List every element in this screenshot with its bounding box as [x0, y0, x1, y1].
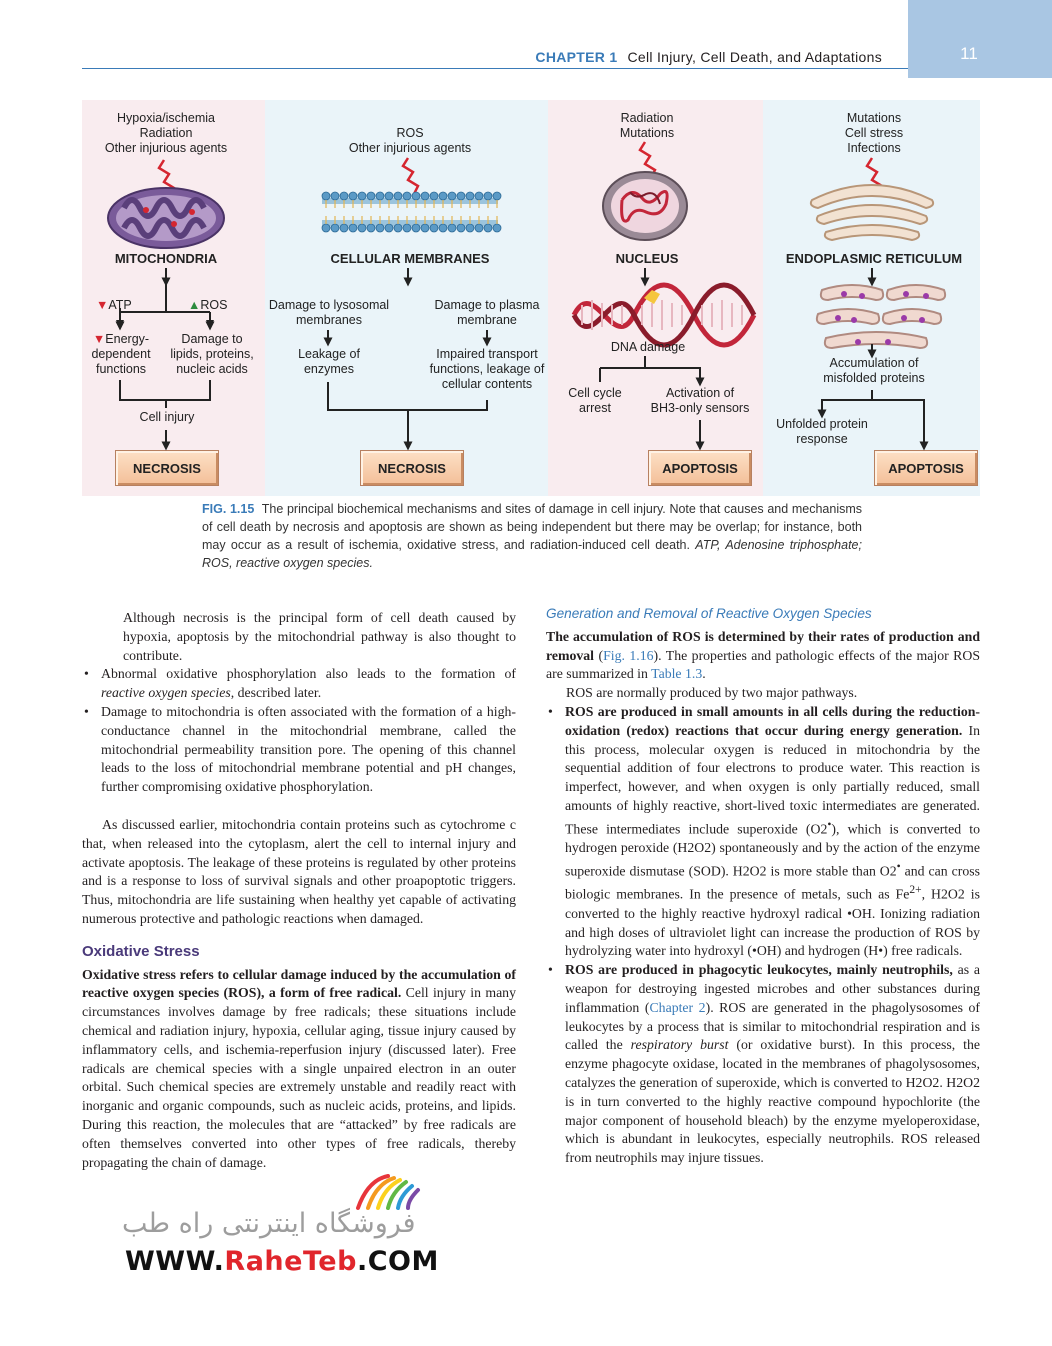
damage-text: Damage to — [181, 332, 243, 346]
chapter-label: CHAPTER 1 — [535, 49, 618, 65]
page-number: 11 — [960, 44, 978, 63]
text: ). ROS are generated in the phagolysosomes of leukocytes by a process that is similar to mitochondrial respiration and is called the — [565, 999, 980, 1053]
cause-label: Radiation — [620, 111, 674, 125]
paragraph: As discussed earlier, mitochondria contain proteins such as cytochrome c that, when released into the cytoplasm, alert the cell to internal injury and activate apoptosis. The leakage of these proteins is regulated by other proteins and is a response to loss of survival signals and other proapoptotic triggers. Thus, mitochondria are life sustaining when healthy yet capable of activating numerous protective and pathologic reactions when damaged. — [82, 816, 516, 926]
chapter-title: Cell Injury, Cell Death, and Adaptations — [627, 49, 882, 65]
right-column — [546, 605, 980, 1168]
down-arrow-icon: ▼ — [92, 332, 106, 346]
site-nucleus: NUCLEUS — [615, 251, 679, 266]
site-endoplasmic-reticulum: ENDOPLASMIC RETICULUM — [785, 251, 963, 266]
cause-label: Mutations — [619, 126, 675, 140]
energy-text: dependent — [91, 347, 151, 361]
transport-text: Impaired transport — [436, 347, 538, 361]
transport-text: functions, leakage of — [429, 362, 545, 376]
site-mitochondria: MITOCHONDRIA — [114, 251, 218, 266]
text: Cell injury in many circumstances involves damage by free radicals; these situations include chemical and radiation injury, hypoxia, cellular aging, tissue injury caused by inflammatory cells, and ischemia-reperfusion injury (discussed later). Free radicals are chemical species with a single unpaired electron in an outer orbital. Such chemical species are extremely unstable and readily react with inorganic and organic compounds, such as nucleic acids, proteins, and lipids. During this reaction, the molecules that are “attacked” by free radicals are often themselves converted into other types of free radicals, thereby propagating the chain of damage. — [82, 985, 516, 1170]
text: is more stable than O — [766, 863, 890, 879]
plasma-text: Damage to plasma — [434, 298, 540, 312]
left-column — [82, 609, 516, 1172]
dna-damage-label: DNA damage — [610, 340, 686, 354]
url-part: Teb — [302, 1246, 357, 1277]
section-heading: Oxidative Stress — [82, 942, 200, 960]
subsection-heading: Generation and Removal of Reactive Oxygen Species — [546, 606, 872, 621]
figure-label: FIG. 1.15 — [202, 502, 255, 516]
text: is converted to the highly reactive hydroxyl radical •OH. Ionizing radiation and high doses of ultraviolet light can increase the production of ROS by hydrolyzing water into hydroxyl (•OH) and hydrogen (H•) free radicals. — [565, 886, 980, 959]
watermark-persian: فروشگاه اینترنتی راه طب — [122, 1208, 416, 1239]
chapter-link[interactable]: Chapter 2 — [649, 999, 706, 1015]
text: as a weapon for destroying ingested microbes and other substances during inflammation ( — [565, 962, 981, 1015]
cause-label: Other injurious agents — [104, 141, 228, 155]
watermark-url — [125, 1246, 439, 1277]
paragraph: The accumulation of ROS is determined by their rates of production and removal (Fig. 1.16). The properties and pathologic effects of the major ROS are summarized in Table 1.3. — [546, 628, 981, 682]
text: is in turn converted to the highly reactive compound hypochlorite (the major component of household bleach) by the enzyme myeloperoxidase, which is abundant in leukocytes, especially neutrophils. ROS released from neutrophils may injure tissues. — [565, 1093, 980, 1166]
site-cellular-membranes: CELLULAR MEMBRANES — [330, 251, 490, 266]
outcome-apoptosis-2: APOPTOSIS — [874, 450, 978, 486]
emphasis: reactive oxygen species — [101, 685, 231, 701]
bullet-item: • ROS are produced in small amounts in all cells during the reduction-oxidation (redox) reactions that occur during energy generation. In this process, molecular oxygen is reduced in mitochondria by the sequential addition of four electrons to produce water. This reaction is imperfect, however, and when oxygen is only partially reduced, small amounts of highly reactive, short-lived toxic intermediates are generated. These intermediates include superoxide (O2•), which is converted to hydrogen peroxide (H2O2) spontaneously and by the action of the enzyme superoxide dismutase (SOD). H2O2 is more stable than O2• and can cross biologic membranes. In the presence of metals, such as $Fe^{2+}$, H2O2 is converted to the highly reactive hydroxyl radical •OH. Ionizing radiation and high doses of ultraviolet light can increase the production of ROS by hydrolyzing water into hydroxyl (•OH) and hydrogen (H•) free radicals. — [546, 703, 980, 961]
bullet-item: • ROS are produced in phagocytic leukocytes, mainly neutrophils, as a weapon for destroying ingested microbes and other substances during inflammation (Chapter 2). ROS are generated in the phagolysosomes of leukocytes by a process that is similar to mitochondrial respiration and is called the respiratory burst (or oxidative burst). In this process, the enzyme phagocyte oxidase, located in the membranes of phagolysosomes, catalyzes the generation of superoxide, which is converted to H2O2. H2O2 is in turn converted to the highly reactive compound hypochlorite (the major component of household bleach) by the enzyme myeloperoxidase, which is abundant in leukocytes, especially neutrophils. ROS released from neutrophils may injure tissues. — [546, 961, 980, 1168]
bold-text: ROS are produced in small amounts in all cells during the reduction-oxidation (redox) reactions that occur during energy generation. — [565, 703, 980, 738]
upr-text: response — [796, 432, 848, 446]
text: In this process, molecular oxygen is reduced in mitochondria by the sequential addition of four electrons to produce water. This reaction is imperfect, however, and when oxygen is only partially reduced, small amounts of highly reactive, short-lived toxic intermediates are generated. These intermediates include superoxide (O — [565, 722, 980, 837]
cause-label: Other injurious agents — [348, 141, 472, 155]
cause-label: Cell stress — [844, 126, 904, 140]
bold-text: The accumulation of ROS is determined by their rates of production and removal — [546, 628, 980, 663]
bh3-text: BH3-only sensors — [650, 401, 750, 415]
accum-text: misfolded proteins — [823, 371, 925, 385]
text: ) spontaneously and by the action of the enzyme superoxide dismutase (SOD). H — [565, 840, 980, 879]
lyso-text: Damage to lysosomal — [268, 298, 390, 312]
leak-text: Leakage of — [298, 347, 360, 361]
bullet-item: • Damage to mitochondria is often associated with the formation of a high-conductance channel in the mitochondrial membrane, called the mitochondrial permeability transition pore. The opening of this channel leads to the loss of mitochondrial membrane potential and pH changes, further compromising oxidative phosphorylation. — [82, 703, 516, 797]
transport-text: cellular contents — [441, 377, 533, 391]
outcome-apoptosis-1: APOPTOSIS — [648, 450, 752, 486]
accum-text: Accumulation of — [829, 356, 919, 370]
figure-link[interactable]: Fig. 1.16 — [603, 647, 654, 663]
atp-text: ATP — [108, 298, 132, 312]
bullet-item — [82, 665, 516, 703]
figure-caption — [202, 500, 862, 572]
cause-label: Mutations — [846, 111, 902, 125]
text: ). The properties and pathologic effects of the major ROS are summarized in — [546, 647, 981, 682]
header-rule — [82, 68, 908, 69]
energy-text: functions — [95, 362, 147, 376]
bh3-text: Activation of — [665, 386, 735, 400]
bold-text: Oxidative stress refers to cellular damage induced by the accumulation of reactive oxygen species (ROS), a form of free radical. — [82, 966, 516, 1001]
paragraph — [82, 966, 516, 1173]
text: Abnormal oxidative phosphorylation also leads to the formation of — [101, 666, 516, 682]
figure-connectors — [82, 100, 980, 496]
text: (or oxidative burst). In this process, the enzyme phagocyte oxidase, located in the membranes of phagolysosomes, catalyzes the generation of superoxide, which is converted to H — [565, 1037, 980, 1090]
paragraph: Although necrosis is the principal form of cell death caused by hypoxia, apoptosis by the mitochondrial pathway is also thought to contribute. — [123, 610, 516, 663]
caption-text: The principal biochemical mechanisms and sites of damage in cell injury. Note that causes and mechanisms of cell death by necrosis and apoptosis are shown as being independent but there may be overlap; for instance, both may occur as a result of ischemia, oxidative stress, and radiation-induced cell death. — [202, 502, 863, 552]
ros-text: ROS — [200, 298, 228, 312]
damage-text: lipids, proteins, — [170, 347, 254, 361]
damage-text: nucleic acids — [176, 362, 248, 376]
page-tab — [908, 0, 1052, 78]
url-part: Rahe — [224, 1246, 303, 1277]
cause-label: Radiation — [139, 126, 193, 140]
up-arrow-icon: ▲ — [188, 298, 201, 312]
table-link[interactable]: Table 1.3 — [651, 666, 703, 682]
arrest-text: Cell cycle — [568, 386, 622, 400]
emphasis: respiratory burst — [630, 1037, 729, 1053]
cell-injury-label: Cell injury — [122, 410, 212, 425]
url-part: .COM — [356, 1246, 439, 1277]
cause-label: Infections — [847, 141, 901, 155]
upr-text: Unfolded protein — [776, 417, 868, 431]
url-part: WWW. — [125, 1246, 225, 1277]
text: ), which is converted to hydrogen peroxide (H — [565, 821, 980, 856]
leak-text: enzymes — [303, 362, 355, 376]
text: . H — [939, 1074, 957, 1090]
paragraph: ROS are normally produced by two major pathways. — [566, 685, 858, 701]
energy-text: Energy- — [105, 332, 150, 346]
caption-abbr: ATP, Adenosine triphosphate; ROS, reactive oxygen species. — [202, 538, 862, 570]
running-header — [535, 49, 882, 65]
down-arrow-icon: ▼ — [96, 298, 109, 312]
cause-label: Hypoxia/ischemia — [117, 111, 215, 125]
arrest-text: arrest — [579, 401, 611, 415]
plasma-text: membrane — [457, 313, 517, 327]
text: , H — [921, 886, 942, 902]
cause-label: ROS — [396, 126, 424, 140]
outcome-necrosis-2: NECROSIS — [360, 450, 464, 486]
lyso-text: membranes — [296, 313, 362, 327]
bold-text: ROS are produced in phagocytic leukocytes, mainly neutrophils, — [565, 962, 953, 978]
outcome-necrosis-1: NECROSIS — [115, 450, 219, 486]
text: and can cross biologic membranes. In the presence of metals, such as Fe — [565, 863, 980, 902]
text: , described later. — [230, 685, 322, 701]
